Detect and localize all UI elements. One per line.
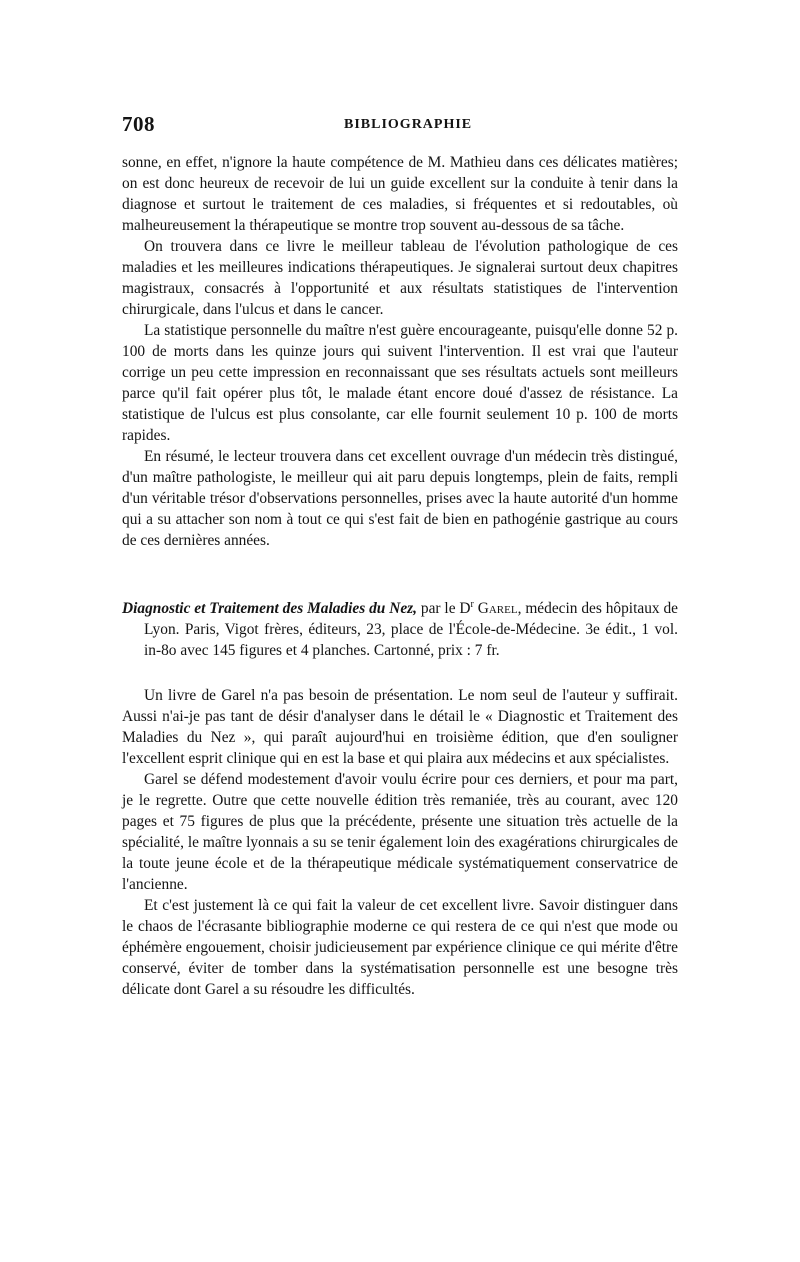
- running-title: BIBLIOGRAPHIE: [344, 117, 473, 132]
- review-garel-text: [122, 685, 678, 1000]
- paragraph: Un livre de Garel n'a pas besoin de présentation. Le nom seul de l'auteur y suffirait. Aussi n'ai-je pas tant de désir d'analyser dans le détail le « Diagnostic et Traitement des Maladies du Nez », qui paraît aujourd'hui en troisième édition, que d'en souligner l'excellent esprit clinique qui en est la base et qui plaira aux médecins et aux spécialistes.: [122, 687, 678, 767]
- paragraph: Et c'est justement là ce qui fait la valeur de cet excellent livre. Savoir distinguer dans le chaos de l'écrasante bibliographie moderne ce qui restera de ce qui n'est que mode ou éphémère engouement, choisir judicieusement par expérience clinique ce qui mérite d'être conservé, éviter de tomber dans la systématisation personnelle est une besogne très délicate dont Garel a su résoudre les difficultés.: [122, 897, 678, 998]
- paragraph: On trouvera dans ce livre le meilleur tableau de l'évolution pathologique de ces maladies et les meilleures indications thérapeutiques. Je signalerai surtout deux chapitres magistraux, consacrés à l'opportunité et aux résultats statistiques de l'intervention chirurgicale, dans l'ulcus et dans le cancer.: [122, 238, 678, 318]
- author-name: Garel: [473, 600, 518, 617]
- doctor-superscript: r: [470, 598, 474, 610]
- page-header: [122, 112, 678, 140]
- paragraph: Garel se défend modestement d'avoir voulu écrire pour ces derniers, et pour ma part, je le regrette. Outre que cette nouvelle édition très remaniée, très au courant, avec 120 pages et 75 figures de plus que la précédente, présente une situation très actuelle de la spécialité, le maître lyonnais a su se tenir également loin des exagérations chirurgicales de la toute jeune école et de la thérapeutique médicale systématiquement conservatrice de l'ancienne.: [122, 771, 678, 893]
- page-number: 708: [122, 112, 155, 136]
- review-garel-heading: [122, 598, 678, 661]
- paragraph: La statistique personnelle du maître n'est guère encourageante, puisqu'elle donne 52 p. 100 de morts dans les quinze jours qui suivent l'intervention. Il est vrai que l'auteur corrige un peu cette impression en reconnaissant que ses résultats actuels sont meilleurs parce qu'il fait opérer plus tôt, le malade étant encore doué d'assez de résistance. La statistique de l'ulcus est plus consolante, car elle fournit seulement 10 p. 100 de morts rapides.: [122, 322, 678, 444]
- book-title: Diagnostic et Traitement des Maladies du Nez,: [122, 600, 418, 617]
- heading-by: par le D: [417, 600, 471, 617]
- publication-details: , médecin des hôpitaux de Lyon. Paris, Vigot frères, éditeurs, 23, place de l'École-de-Médecine. 3e édit., 1 vol. in-8o avec 145 figures et 4 planches. Cartonné, prix : 7 fr.: [144, 600, 678, 659]
- paragraph: sonne, en effet, n'ignore la haute compétence de M. Mathieu dans ces délicates matières; on est donc heureux de recevoir de lui un guide excellent sur la conduite à tenir dans la diagnose et surtout le traitement de ces maladies, si fréquentes et si redoutables, où malheureusement la thérapeutique se montre trop souvent au-dessous de sa tâche.: [122, 154, 678, 234]
- review-mathieu-text: [122, 152, 678, 551]
- paragraph: En résumé, le lecteur trouvera dans cet excellent ouvrage d'un médecin très distingué, d'un maître pathologiste, le meilleur qui ait paru depuis longtemps, plein de faits, rempli d'un véritable trésor d'observations personnelles, prises avec la haute autorité d'un homme qui a su attacher son nom à tout ce qui s'est fait de bien en pathogénie gastrique au cours de ces dernières années.: [122, 448, 678, 549]
